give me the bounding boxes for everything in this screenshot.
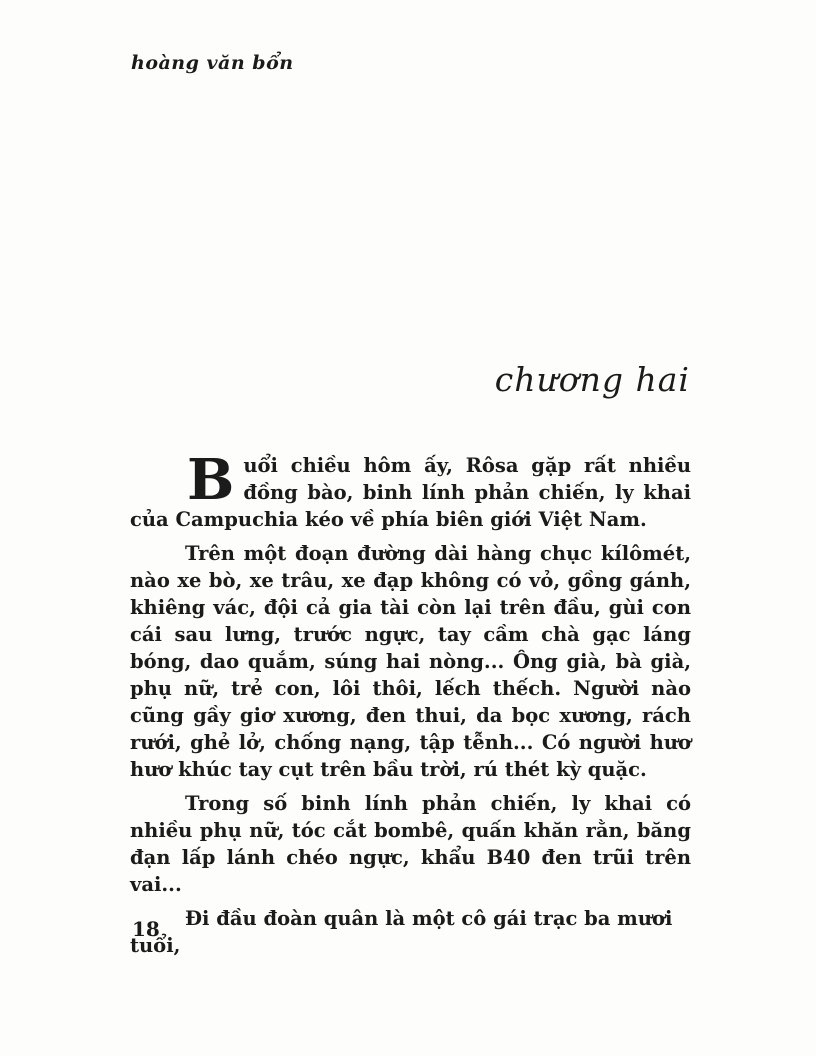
page-number: 18 [132,917,160,941]
chapter-title: chương hai [494,360,690,399]
paragraph-4: Đi đầu đoàn quân là một cô gái trạc ba mươi tuổi, [130,907,673,957]
paragraph-opening [130,447,691,533]
paragraph-opening-text: uổi chiều hôm ấy, Rôsa gặp rất nhiều đồng bào, binh lính phản chiến, ly khai của Campuchia kéo về phía biên giới Việt Nam. [130,454,691,531]
paragraph-2: Trên một đoạn đường dài hàng chục kílômét, nào xe bò, xe trâu, xe đạp không có vỏ, gồng gánh, khiêng vác, đội cả gia tài còn lại trên đầu, gùi con cái sau lưng, trước ngực, tay cầm chà gạc láng bóng, dao quắm, súng hai nòng... Ông già, bà già, phụ nữ, trẻ con, lôi thôi, lếch thếch. Người nào cũng gầy giơ xương, đen thui, da bọc xương, rách rưới, ghẻ lở, chống nạng, tập tễnh... Có người hươ hươ khúc tay cụt trên bầu trời, rú thét kỳ quặc. [130,542,691,781]
paragraph-3: Trong số binh lính phản chiến, ly khai có nhiều phụ nữ, tóc cắt bombê, quấn khăn rằn, băng đạn lấp lánh chéo ngực, khẩu B40 đen trũi trên vai... [130,792,691,896]
dropcap-letter: B [187,447,235,513]
running-header-author: hoàng văn bổn [131,52,294,74]
body-text [130,447,691,959]
